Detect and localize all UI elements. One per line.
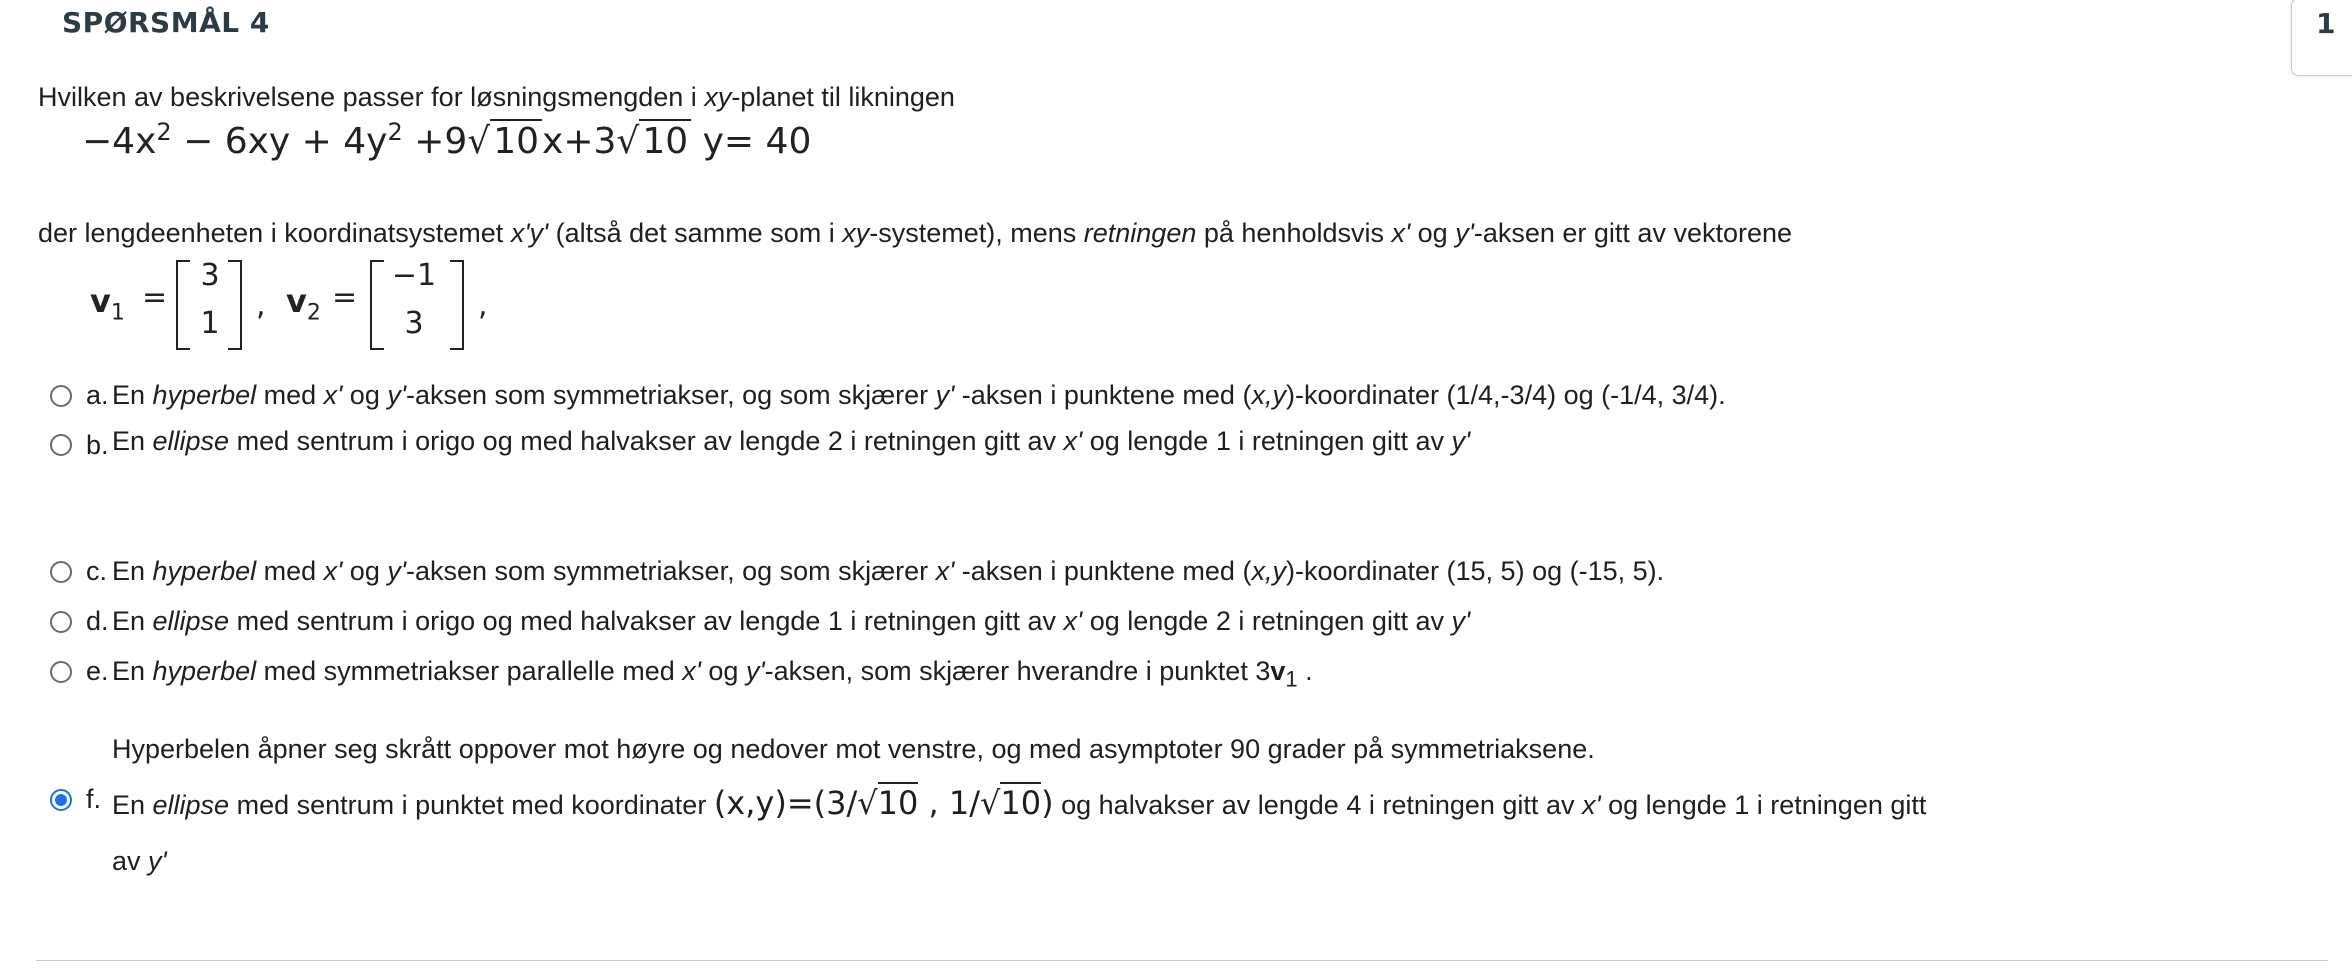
option-a-radio[interactable] (50, 385, 72, 407)
v2-bottom: 3 (404, 306, 424, 341)
option-f-text[interactable]: En ellipse med sentrum i punktet med koordinater (x,y)=(3/√10 , 1/√10) og halvakser av lengde 4 i retningen gitt av x' og lengde 1 i retningen gitt (112, 784, 1927, 822)
points-tab (2291, 0, 2352, 76)
points-value: 1 (2316, 7, 2336, 40)
sqrt-10: √10 (616, 121, 691, 162)
option-e-note: Hyperbelen åpner seg skrått oppover mot høyre og nedover mot venstre, og med asymptoter 90 grader på symmetriaksene. (112, 734, 1595, 764)
option-b-radio[interactable] (50, 434, 72, 456)
v1-top: 3 (200, 258, 220, 293)
option-f-radio[interactable] (50, 789, 72, 811)
prompt-line-1: Hvilken av beskrivelsene passer for løsningsmengden i xy-planet til likningen (38, 82, 955, 112)
option-d-text[interactable]: En ellipse med sentrum i origo og med halvakser av lengde 1 i retningen gitt av x' og lengde 2 i retningen gitt av y' (112, 606, 1471, 636)
v2-top: −1 (391, 258, 437, 293)
option-a-text[interactable]: En hyperbel med x' og y'-aksen som symmetriakser, og som skjærer y' -aksen i punktene med (x,y)-koordinater (1/4,-3/4) og (-1/4, 3/4). (112, 380, 1726, 410)
option-c-letter: c. (86, 556, 108, 586)
option-c-radio[interactable] (50, 561, 72, 583)
option-d-letter: d. (86, 606, 109, 636)
vectors: $v_1$ = 3 1 , $v_2$ = −1 3 , (90, 258, 510, 354)
question-title: SPØRSMÅL 4 (62, 6, 270, 39)
sqrt-10: √10 (467, 121, 542, 162)
option-c-text[interactable]: En hyperbel med x' og y'-aksen som symmetriakser, og som skjærer x' -aksen i punktene med (x,y)-koordinater (15, 5) og (-15, 5). (112, 556, 1665, 586)
prompt-line-2: der lengdeenheten i koordinatsystemet x'y' (altså det samme som i xy-systemet), mens retningen på henholdsvis x' og y'-aksen er gitt av vektorene (38, 218, 1793, 248)
option-f-letter: f. (86, 784, 102, 814)
option-a-letter: a. (86, 380, 109, 410)
center-coordinates: (x,y)=(3/√10 , 1/√10) (713, 784, 1054, 822)
option-b-letter: b. (86, 430, 109, 460)
v1-bottom: 1 (200, 306, 220, 341)
option-b-text[interactable]: En ellipse med sentrum i origo og med halvakser av lengde 2 i retningen gitt av x' og lengde 1 i retningen gitt av y' (112, 426, 1471, 456)
option-e-letter: e. (86, 656, 109, 686)
v1-label: $v_1$ (90, 282, 125, 326)
option-d-radio[interactable] (50, 611, 72, 633)
divider (36, 960, 2328, 961)
v2-label: $v_2$ (286, 282, 321, 326)
equation: $-4x^2 - 6xy + 4y^2 +9√10x+3√10$ y= 40 (82, 118, 812, 162)
option-e-radio[interactable] (50, 661, 72, 683)
option-e-text[interactable]: En hyperbel med symmetriakser parallelle med x' og y'-aksen, som skjærer hverandre i punktet $3v_1$ . (112, 656, 1313, 692)
option-f-text-cont: av y' (112, 846, 167, 876)
